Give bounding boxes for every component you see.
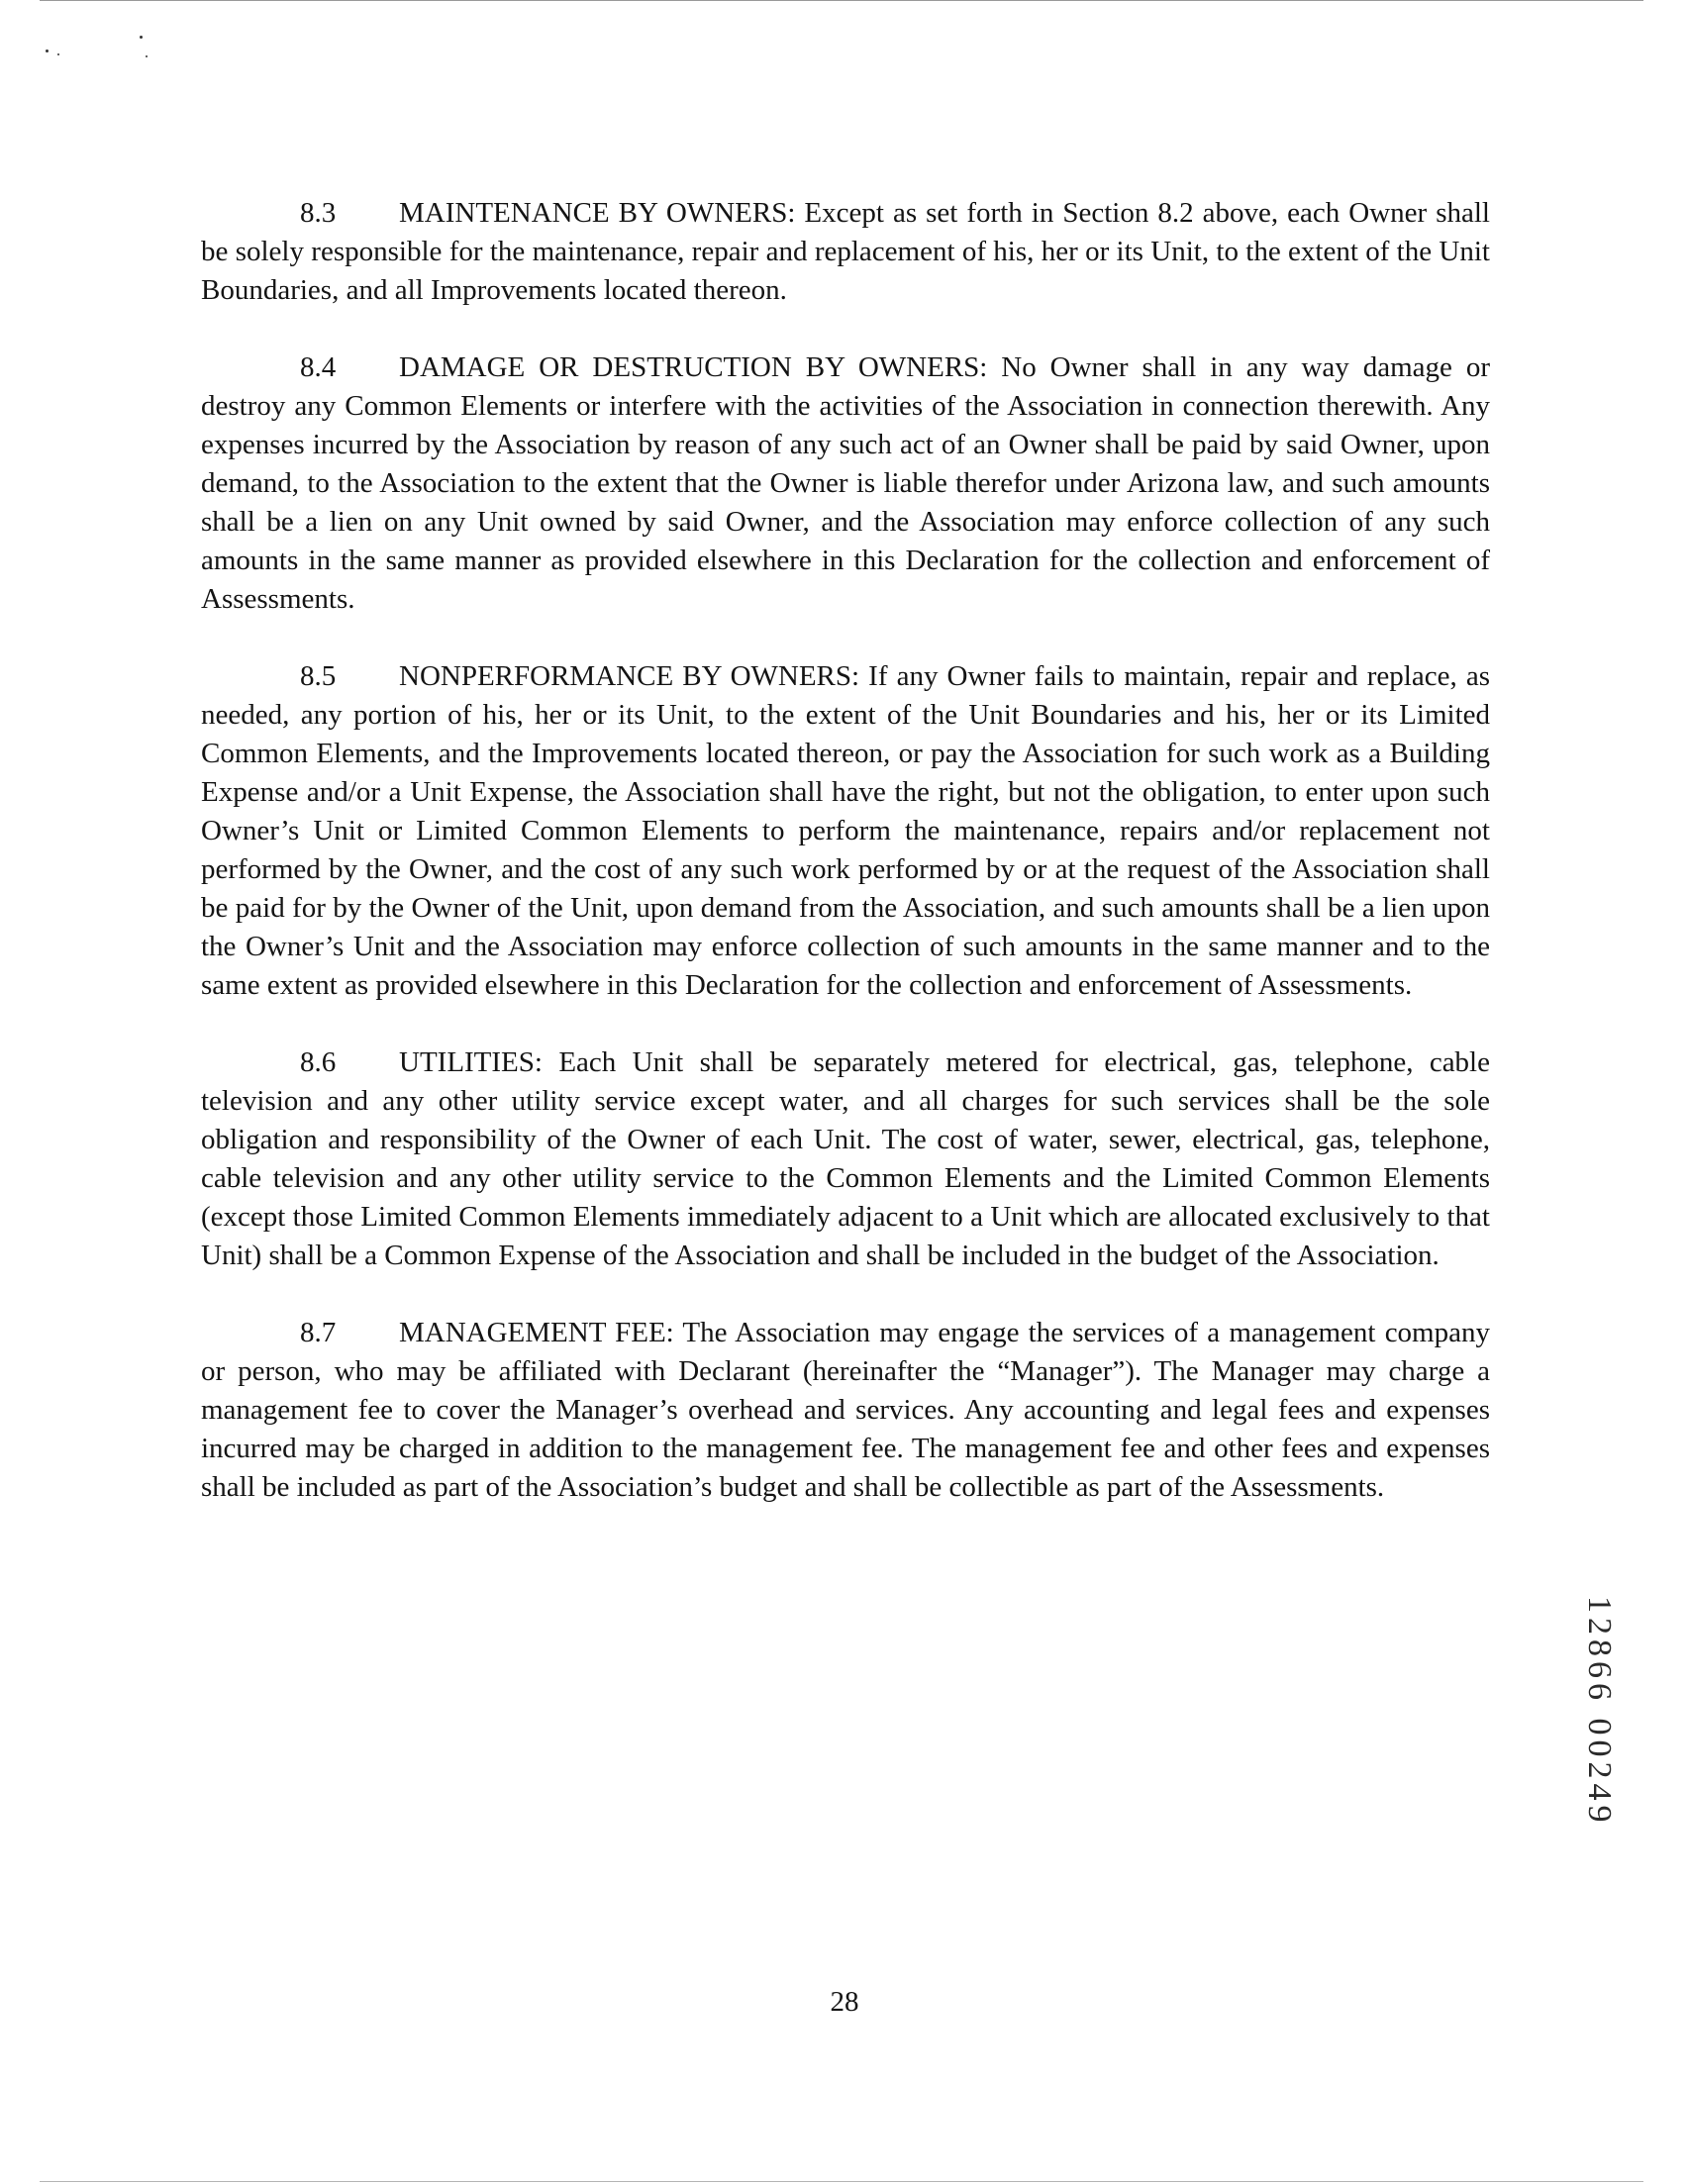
page-number: 28: [830, 1986, 859, 2018]
scan-edge-top: [40, 0, 1643, 1]
section-8-6: [201, 1043, 1490, 1275]
recording-stamp: 12866 00249: [1581, 1596, 1618, 1828]
section-text: UTILITIES: Each Unit shall be separately metered for electrical, gas, telephone, cable television and any other utility service except water, and all charges for such services shall be the sole obligation and responsibility of the Owner of each Unit. The cost of water, sewer, electrical, gas, telephone, cable television and any other utility service to the Common Elements and the Limited Common Elements (except those Limited Common Elements immediately adjacent to a Unit which are allocated exclusively to that Unit) shall be a Common Expense of the Association and shall be included in the budget of the Association.: [201, 1046, 1490, 1271]
scan-speck: [57, 53, 59, 55]
scan-speck: [140, 36, 143, 39]
document-body: [201, 194, 1490, 1545]
section-text: NONPERFORMANCE BY OWNERS: If any Owner fails to maintain, repair and replace, as needed, any portion of his, her or its Unit, to the extent of the Unit Boundaries and his, her or its Limited Common Elements, and the Improvements located thereon, or pay the Association for such work as a Building Expense and/or a Unit Expense, the Association shall have the right, but not the obligation, to enter upon such Owner’s Unit or Limited Common Elements to perform the maintenance, repairs and/or replacement not performed by the Owner, and the cost of any such work performed by or at the request of the Association shall be paid for by the Owner of the Unit, upon demand from the Association, and such amounts shall be a lien upon the Owner’s Unit and the Association may enforce collection of such amounts in the same manner and to the same extent as provided elsewhere in this Declaration for the collection and enforcement of Assessments.: [201, 660, 1490, 1001]
scan-edge-bottom: [40, 2181, 1643, 2182]
section-number: 8.7: [300, 1317, 337, 1348]
section-number: 8.6: [300, 1046, 337, 1078]
section-text: MANAGEMENT FEE: The Association may engage the services of a management company or person, who may be affiliated with Declarant (hereinafter the “Manager”). The Manager may charge a management fee to cover the Manager’s overhead and services. Any accounting and legal fees and expenses incurred may be charged in addition to the management fee. The management fee and other fees and expenses shall be included as part of the Association’s budget and shall be collectible as part of the Assessments.: [201, 1317, 1490, 1503]
scan-speck: [146, 55, 148, 57]
section-8-7: [201, 1314, 1490, 1507]
section-number: 8.3: [300, 197, 337, 229]
scan-speck: [46, 50, 49, 52]
section-number: 8.5: [300, 660, 337, 692]
section-8-3: [201, 194, 1490, 310]
section-number: 8.4: [300, 351, 337, 383]
section-8-4: [201, 348, 1490, 619]
section-text: MAINTENANCE BY OWNERS: Except as set forth in Section 8.2 above, each Owner shall be solely responsible for the maintenance, repair and replacement of his, her or its Unit, to the extent of the Unit Boundaries, and all Improvements located thereon.: [201, 197, 1490, 306]
section-8-5: [201, 657, 1490, 1005]
section-text: DAMAGE OR DESTRUCTION BY OWNERS: No Owner shall in any way damage or destroy any Common Elements or interfere with the activities of the Association in connection therewith. Any expenses incurred by the Association by reason of any such act of an Owner shall be paid by said Owner, upon demand, to the Association to the extent that the Owner is liable therefor under Arizona law, and such amounts shall be a lien on any Unit owned by said Owner, and the Association may enforce collection of any such amounts in the same manner as provided elsewhere in this Declaration for the collection and enforcement of Assessments.: [201, 351, 1490, 615]
